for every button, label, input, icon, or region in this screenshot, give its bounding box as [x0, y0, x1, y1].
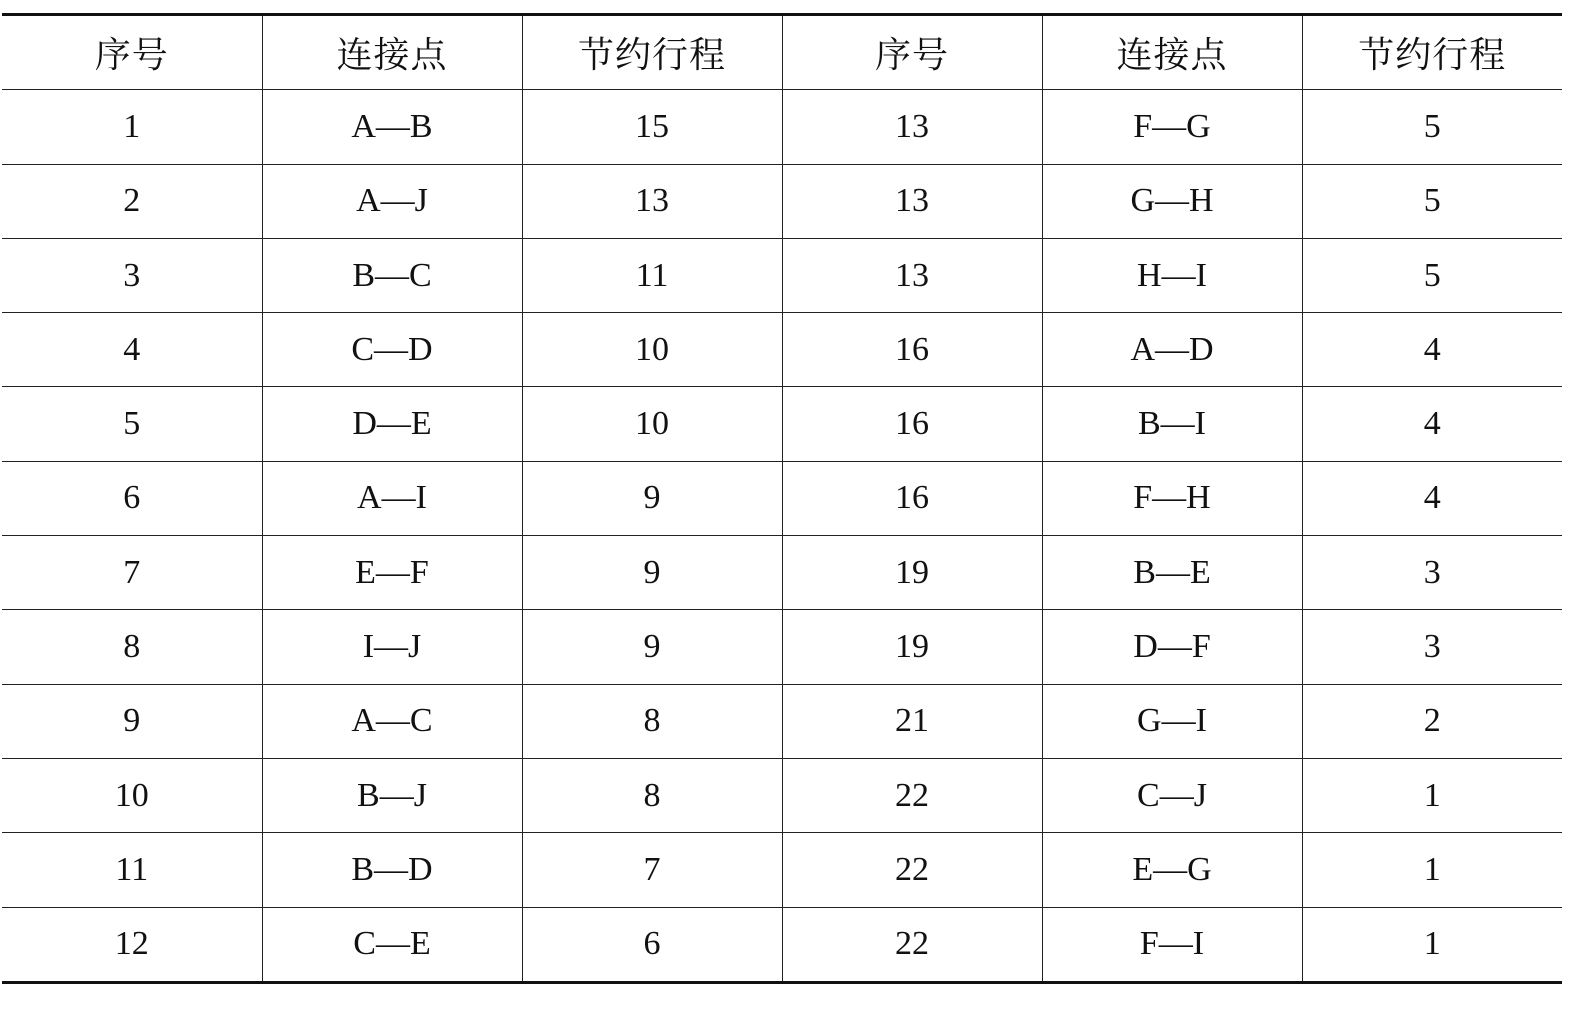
savings-cell: 15 [522, 90, 782, 164]
savings-cell: 4 [1302, 387, 1562, 461]
table-row [2, 387, 1562, 461]
index-cell: 16 [782, 313, 1042, 387]
savings-cell: 6 [522, 907, 782, 982]
index-cell: 22 [782, 758, 1042, 832]
savings-cell: 9 [522, 610, 782, 684]
index-cell: 1 [2, 90, 262, 164]
table-row [2, 238, 1562, 312]
header-index-right: 序号 [782, 15, 1042, 90]
index-cell: 13 [782, 238, 1042, 312]
index-cell: 16 [782, 387, 1042, 461]
savings-cell: 9 [522, 536, 782, 610]
table-row [2, 684, 1562, 758]
table-row [2, 536, 1562, 610]
connection-cell: A—C [262, 684, 522, 758]
savings-cell: 13 [522, 164, 782, 238]
savings-cell: 8 [522, 684, 782, 758]
header-row [2, 15, 1562, 90]
savings-cell: 3 [1302, 536, 1562, 610]
connection-cell: B—I [1042, 387, 1302, 461]
table-row [2, 164, 1562, 238]
connection-cell: B—E [1042, 536, 1302, 610]
connection-cell: C—E [262, 907, 522, 982]
savings-cell: 4 [1302, 461, 1562, 535]
connection-cell: C—J [1042, 758, 1302, 832]
index-cell: 11 [2, 833, 262, 907]
connection-cell: D—E [262, 387, 522, 461]
connection-cell: E—F [262, 536, 522, 610]
index-cell: 2 [2, 164, 262, 238]
header-index-left: 序号 [2, 15, 262, 90]
index-cell: 16 [782, 461, 1042, 535]
connection-cell: C—D [262, 313, 522, 387]
savings-cell: 9 [522, 461, 782, 535]
index-cell: 7 [2, 536, 262, 610]
connection-cell: F—I [1042, 907, 1302, 982]
savings-cell: 10 [522, 313, 782, 387]
index-cell: 8 [2, 610, 262, 684]
index-cell: 9 [2, 684, 262, 758]
connection-cell: B—D [262, 833, 522, 907]
savings-cell: 10 [522, 387, 782, 461]
savings-cell: 5 [1302, 90, 1562, 164]
connection-cell: B—C [262, 238, 522, 312]
table-body [2, 90, 1562, 983]
connection-cell: A—I [262, 461, 522, 535]
savings-cell: 11 [522, 238, 782, 312]
index-cell: 10 [2, 758, 262, 832]
connection-cell: F—G [1042, 90, 1302, 164]
header-connection-left: 连接点 [262, 15, 522, 90]
savings-cell: 2 [1302, 684, 1562, 758]
connection-cell: G—I [1042, 684, 1302, 758]
savings-cell: 5 [1302, 164, 1562, 238]
savings-cell: 1 [1302, 758, 1562, 832]
table-row [2, 313, 1562, 387]
index-cell: 13 [782, 164, 1042, 238]
connection-cell: E—G [1042, 833, 1302, 907]
savings-cell: 7 [522, 833, 782, 907]
connection-cell: A—D [1042, 313, 1302, 387]
index-cell: 19 [782, 610, 1042, 684]
header-savings-right: 节约行程 [1302, 15, 1562, 90]
header-savings-left: 节约行程 [522, 15, 782, 90]
table-row [2, 610, 1562, 684]
savings-cell: 3 [1302, 610, 1562, 684]
connection-cell: H—I [1042, 238, 1302, 312]
savings-cell: 4 [1302, 313, 1562, 387]
connection-cell: I—J [262, 610, 522, 684]
savings-cell: 5 [1302, 238, 1562, 312]
index-cell: 4 [2, 313, 262, 387]
index-cell: 3 [2, 238, 262, 312]
index-cell: 22 [782, 833, 1042, 907]
table-row [2, 461, 1562, 535]
savings-cell: 8 [522, 758, 782, 832]
savings-cell: 1 [1302, 833, 1562, 907]
index-cell: 19 [782, 536, 1042, 610]
index-cell: 5 [2, 387, 262, 461]
connection-cell: A—J [262, 164, 522, 238]
savings-cell: 1 [1302, 907, 1562, 982]
table-row [2, 90, 1562, 164]
index-cell: 22 [782, 907, 1042, 982]
table-row [2, 758, 1562, 832]
table-row [2, 907, 1562, 982]
savings-table [2, 13, 1562, 984]
connection-cell: B—J [262, 758, 522, 832]
connection-cell: D—F [1042, 610, 1302, 684]
index-cell: 13 [782, 90, 1042, 164]
connection-cell: A—B [262, 90, 522, 164]
header-connection-right: 连接点 [1042, 15, 1302, 90]
index-cell: 12 [114, 925, 149, 963]
connection-cell: G—H [1042, 164, 1302, 238]
connection-cell: F—H [1042, 461, 1302, 535]
table-row [2, 833, 1562, 907]
table-header [2, 15, 1562, 90]
index-cell: 6 [2, 461, 262, 535]
index-cell: 21 [782, 684, 1042, 758]
